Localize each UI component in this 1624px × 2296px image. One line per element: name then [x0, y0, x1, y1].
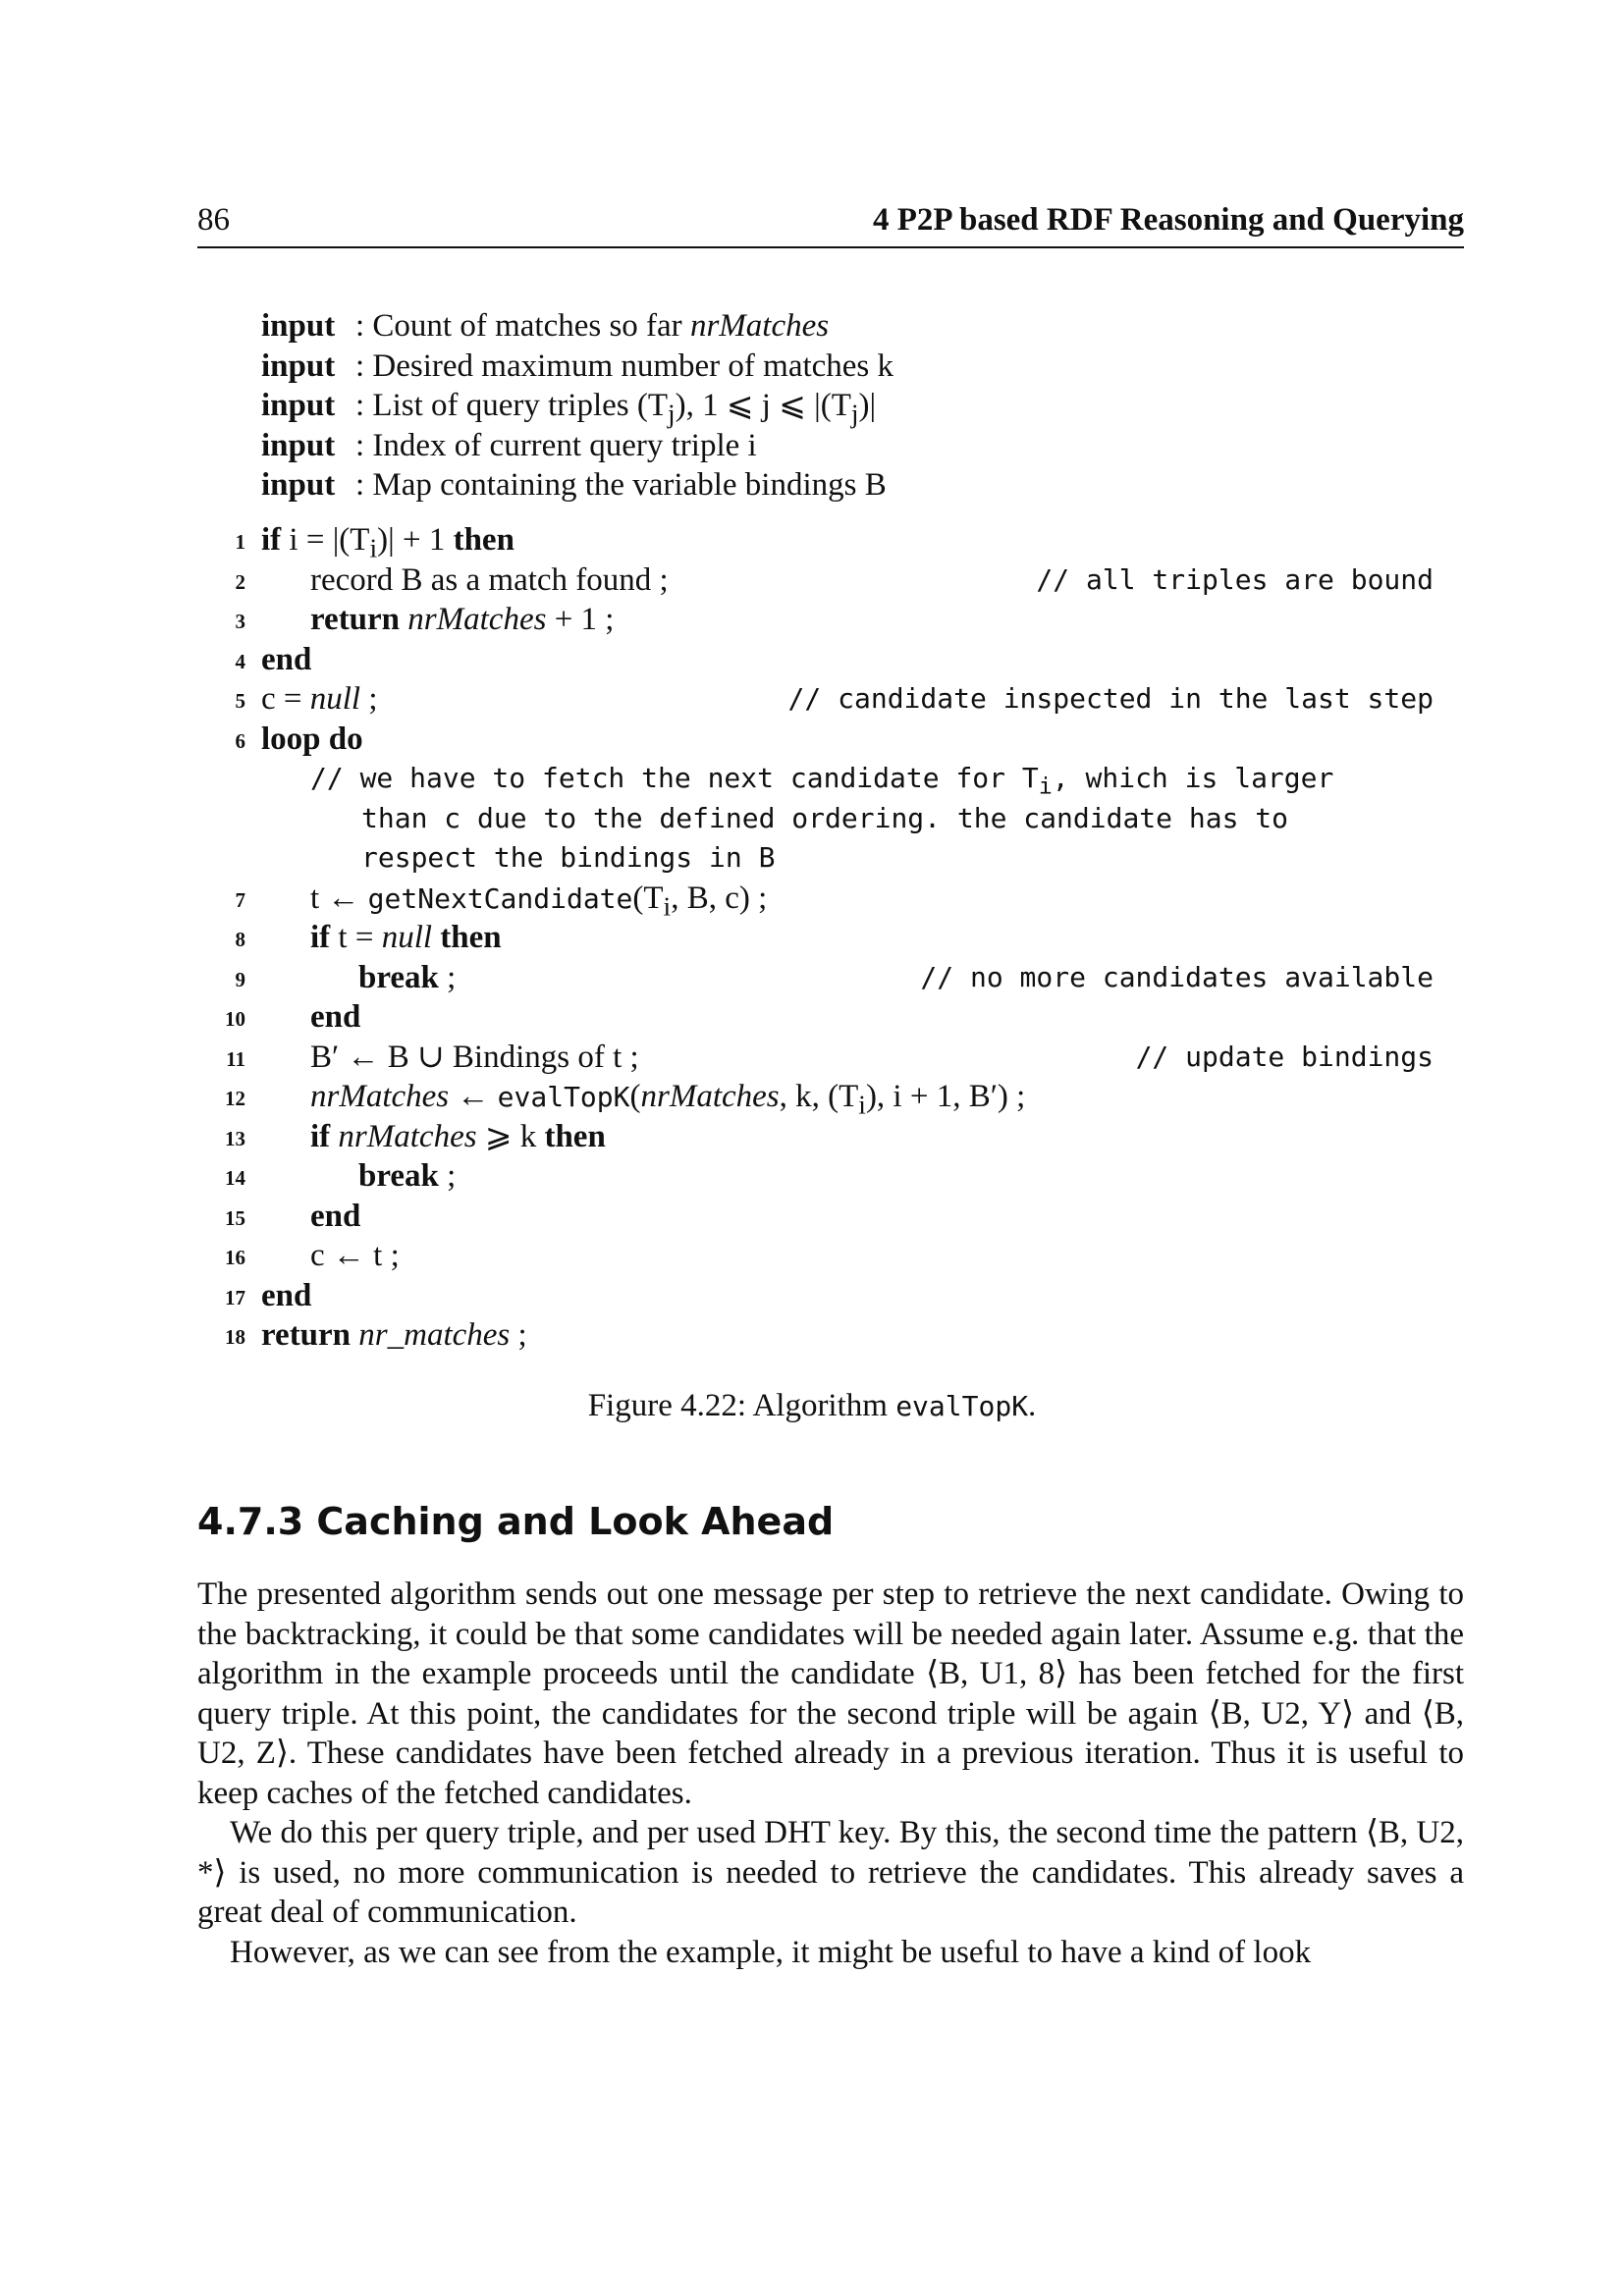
paragraph: The presented algorithm sends out one message per step to retrieve the next candidate. Owing to the backtracking, it could be that some candidates will be needed again later. Assume e.g. that the algorithm in the example proceeds until the candidate ⟨B, U1, 8⟩ has been fetched for the first query triple. At this point, the candidates for the second triple will be again ⟨B, U2, Y⟩ and ⟨B, U2, Z⟩. These candidates have been fetched already in a previous iteration. Thus it is useful to keep caches of the fetched candidates. [197, 1576, 1464, 1811]
algo-line [216, 679, 1434, 720]
chapter-title: 4 P2P based RDF Reasoning and Querying [872, 202, 1464, 238]
line-text: break ; [358, 1158, 457, 1194]
algo-line [216, 1276, 1434, 1316]
line-number: 5 [235, 689, 245, 713]
line-text: c = null ; [261, 681, 378, 717]
input-text: : Index of current query triple i [355, 427, 757, 463]
paragraph: However, as we can see from the example, it might be useful to have a kind of look [230, 1934, 1312, 1970]
input-line [261, 306, 893, 347]
line-comment: // candidate inspected in the last step [787, 682, 1434, 715]
algo-line [216, 1077, 1434, 1120]
algo-line [216, 520, 1434, 561]
line-number: 4 [235, 649, 245, 673]
algo-line [216, 720, 1434, 760]
body-text [197, 1575, 1464, 1972]
algorithm-inputs [261, 306, 893, 506]
line-text: break ; [358, 959, 457, 995]
input-line [261, 465, 893, 506]
input-line [261, 426, 893, 466]
line-text: B′ ← B ∪ Bindings of t ; [310, 1039, 639, 1075]
line-number: 1 [235, 530, 245, 554]
input-keyword: input [261, 427, 336, 463]
line-number: 14 [225, 1166, 245, 1190]
input-math: nrMatches [689, 308, 830, 344]
line-number: 10 [225, 1007, 245, 1031]
line-number: 11 [226, 1046, 245, 1071]
algo-line [216, 1038, 1434, 1078]
input-text: : List of query triples (T [355, 388, 669, 423]
algo-line [216, 640, 1434, 680]
line-number: 12 [225, 1087, 245, 1110]
running-header [197, 202, 1464, 247]
input-text: : Count of matches so far [355, 308, 690, 344]
algo-line [216, 600, 1434, 640]
input-subscript: j [850, 398, 859, 429]
line-text: c ← t ; [310, 1238, 400, 1273]
line-number: 18 [225, 1325, 245, 1349]
algo-line [216, 1156, 1434, 1197]
input-text: : Map containing the variable bindings B [355, 467, 887, 503]
algo-comment-line [216, 759, 1434, 799]
input-text: : Desired maximum number of matches k [355, 347, 894, 384]
line-number: 17 [225, 1285, 245, 1309]
algorithm-body [216, 520, 1434, 1356]
algo-line [216, 1236, 1434, 1276]
block-comment: // we have to fetch the next candidate for $T_i$, which is larger [310, 762, 1334, 800]
algo-line [216, 997, 1434, 1038]
line-number: 7 [235, 887, 245, 912]
line-text: t ← $getNextCandidate(T_i$, B, c) ; [310, 880, 768, 922]
line-number: 13 [225, 1126, 245, 1150]
line-comment: // all triples are bound [1036, 562, 1434, 596]
input-line [261, 347, 893, 387]
header-rule [197, 246, 1464, 248]
line-text: end [310, 999, 361, 1035]
line-number: 3 [235, 610, 245, 633]
line-text: if t = null then [310, 920, 502, 955]
block-comment: respect the bindings in B [361, 841, 776, 874]
figure-caption: Figure 4.22: Algorithm evalTopK. [587, 1388, 1037, 1423]
input-line [261, 386, 893, 429]
algo-line [216, 918, 1434, 958]
block-comment: than c due to the defined ordering. the candidate has to [361, 801, 1289, 834]
line-text: return nr_matches ; [261, 1317, 527, 1353]
line-text: return nrMatches + 1 ; [310, 602, 615, 637]
line-text: if nrMatches ⩾ k then [310, 1118, 606, 1154]
algo-line [216, 958, 1434, 998]
line-comment: // update bindings [1135, 1040, 1434, 1073]
algo-comment-line [216, 799, 1434, 839]
line-number: 9 [235, 967, 245, 991]
input-keyword: input [261, 308, 336, 344]
input-keyword: input [261, 347, 336, 384]
line-text: nrMatches ← evalTopK(nrMatches, k, $(T_i)$, i + 1, B′) ; [310, 1079, 1026, 1120]
line-text: end [261, 1277, 312, 1313]
line-number: 8 [235, 928, 245, 951]
line-text: end [310, 1198, 361, 1234]
line-comment: // no more candidates available [920, 960, 1434, 993]
line-text: loop do [261, 721, 363, 757]
line-text: end [261, 641, 312, 677]
input-text-tail: ), 1 ⩽ j ⩽ |(T [675, 388, 851, 423]
line-number: 6 [235, 728, 245, 753]
line-text: if $i = |(T_i)| + 1$ then [261, 522, 514, 563]
input-subscript: j [668, 398, 676, 429]
paragraph: We do this per query triple, and per used DHT key. By this, the second time the pattern ⟨B, U2, *⟩ is used, no more communication is needed to retrieve the candidates. This already saves a great deal of communication. [197, 1815, 1464, 1930]
algo-line [216, 561, 1434, 601]
algo-line [216, 879, 1434, 922]
algo-line [216, 1315, 1434, 1356]
section-heading: 4.7.3 Caching and Look Ahead [197, 1500, 835, 1543]
input-keyword: input [261, 467, 336, 503]
input-text-end: )| [858, 388, 877, 423]
line-text: record B as a match found ; [310, 561, 669, 598]
line-number: 2 [235, 569, 245, 594]
algo-line [216, 1117, 1434, 1157]
algo-line [216, 1197, 1434, 1237]
line-number: 15 [225, 1205, 245, 1230]
algo-comment-line [216, 838, 1434, 879]
page-number: 86 [197, 202, 230, 238]
input-keyword: input [261, 388, 336, 423]
line-number: 16 [225, 1246, 245, 1269]
